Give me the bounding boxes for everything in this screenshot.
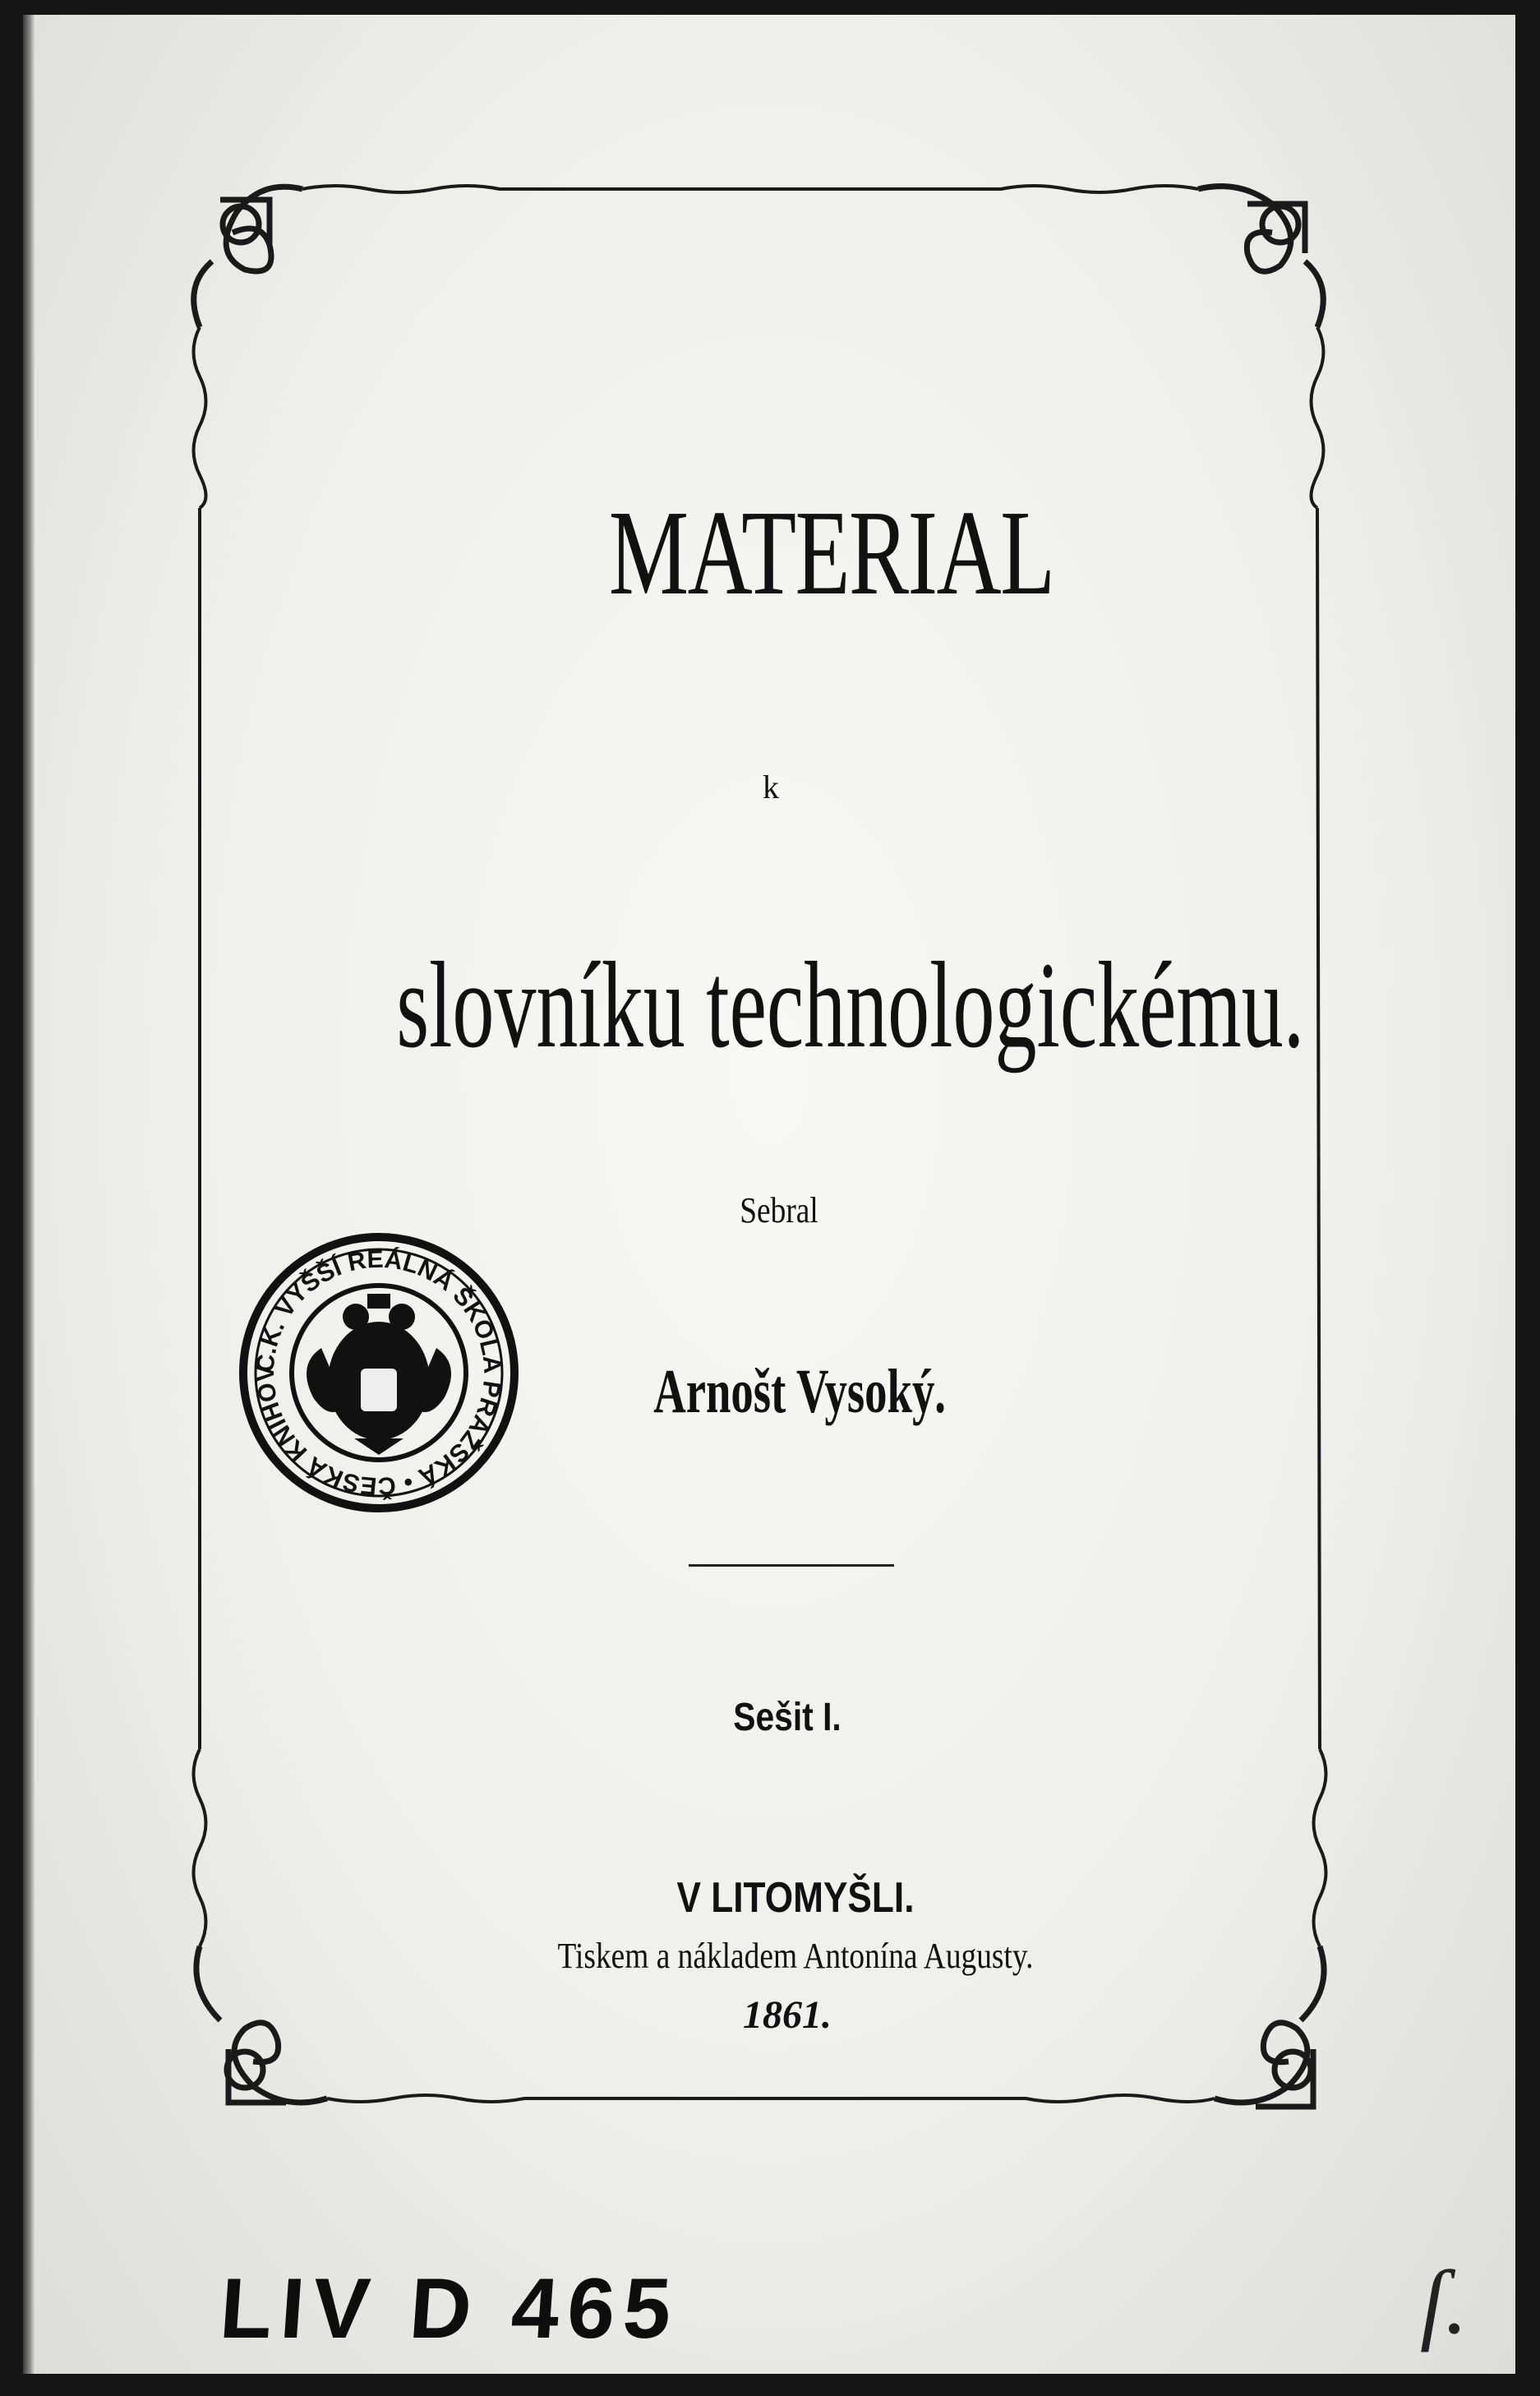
title-page [23, 15, 1515, 2374]
frame-right-scallop-bottom [1314, 1749, 1326, 1946]
library-call-number: LIV D 465 [216, 2261, 683, 2357]
frame-left-scallop-top [194, 327, 206, 508]
book-title: MATERIAL [608, 486, 1054, 621]
printer-line: Tiskem a nákladem Antonína Augusty. [557, 1936, 1034, 1976]
frame-right-scallop-top [1312, 327, 1324, 508]
section-divider [689, 1564, 894, 1567]
volume-label: Sešit I. [733, 1696, 841, 1739]
corner-flourish-bottom-left [196, 1946, 327, 2103]
book-subtitle: slovníku technologickému. [396, 937, 1305, 1073]
frame-left-scallop-bottom [194, 1749, 206, 1946]
corner-flourish-top-left [194, 187, 302, 327]
publication-place: V LITOMYŠLI. [676, 1874, 915, 1922]
corner-flourish-bottom-right [1215, 1946, 1324, 2107]
handwritten-mark: ſ. [1420, 2252, 1469, 2352]
publication-year: 1861. [743, 1993, 832, 2037]
author-name: Arnošt Vysoký. [653, 1357, 946, 1426]
corner-flourish-top-right [1198, 187, 1323, 327]
frame-right-line [1317, 508, 1320, 1749]
collected-by-label: Sebral [740, 1190, 818, 1230]
library-stamp [243, 1237, 514, 1508]
frame-top-line [302, 186, 1198, 192]
title-connector: k [763, 769, 779, 806]
stamp-ring-text: C.K. VYŠŠÍ REÁLNÁ ŠKOLA PRAŽSKÁ • ČESKÁ KNIHOV [251, 1245, 506, 1500]
frame-bottom-line [327, 2095, 1215, 2102]
